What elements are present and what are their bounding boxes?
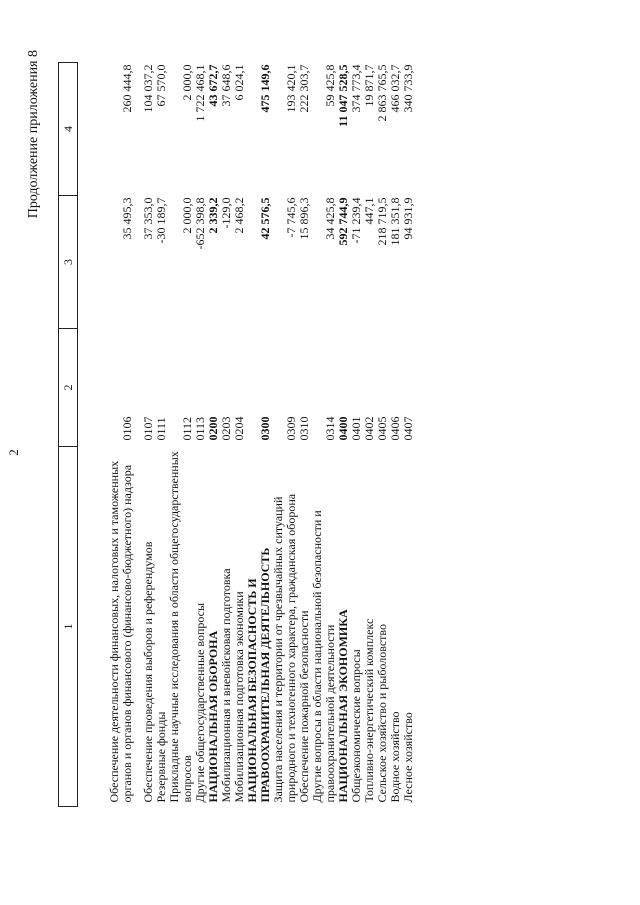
row-change-value: -7 745,6 xyxy=(284,197,298,238)
page-number: 2 xyxy=(6,449,21,456)
row-name: Прикладные научные исследования в области общегосударственных вопросов xyxy=(167,451,194,803)
row-name: Другие общегосударственные вопросы xyxy=(193,602,207,803)
row-total-value: 43 672,7 xyxy=(206,64,220,107)
row-name: Обеспечение пожарной безопасности xyxy=(297,610,311,803)
table-row xyxy=(311,63,337,807)
row-code: 0402 xyxy=(362,416,376,441)
row-name: Защита населения и территории от чрезвычайных ситуаций природного и техногенного характера, гражданская оборона xyxy=(271,493,298,803)
row-code: 0300 xyxy=(258,416,272,441)
row-total-value: 260 444,8 xyxy=(120,64,134,113)
row-code: 0406 xyxy=(388,416,402,441)
row-code: 0314 xyxy=(323,416,337,441)
row-name: Общеэкономические вопросы xyxy=(349,649,363,803)
row-change-value: -30 189,7 xyxy=(154,197,168,244)
header-col-4: 4 xyxy=(59,63,78,196)
row-change-value: 2 000,0 xyxy=(180,197,194,234)
table-row xyxy=(78,63,135,807)
row-name: Другие вопросы в области национальной безопасности и правоохранительной деятельности xyxy=(310,510,337,803)
row-change-value: 447,1 xyxy=(362,197,376,225)
row-total-value: 2 863 765,5 xyxy=(375,64,389,122)
header-col-2: 2 xyxy=(59,329,78,447)
row-name: Мобилизационная и вневойсковая подготовка xyxy=(219,568,233,803)
row-name: Мобилизационная подготовка экономики xyxy=(232,591,246,803)
table-row xyxy=(134,63,155,807)
row-code: 0111 xyxy=(154,417,168,441)
row-total-value: 19 871,7 xyxy=(362,64,376,107)
row-name: Обеспечение деятельности финансовых, налоговых и таможенных органов и органов финансового (финансово-бюджетного) надзора xyxy=(107,460,134,803)
row-change-value: -652 398,8 xyxy=(193,197,207,250)
row-code: 0401 xyxy=(349,416,363,441)
row-total-value: 1 722 468,1 xyxy=(193,64,207,122)
row-change-value: 15 896,3 xyxy=(297,197,311,240)
row-code: 0113 xyxy=(193,416,207,441)
row-change-value: 2 339,2 xyxy=(206,197,220,234)
row-name: НАЦИОНАЛЬНАЯ ОБОРОНА xyxy=(206,630,220,803)
row-change-value: 42 576,5 xyxy=(258,197,272,240)
row-change-value: 592 744,9 xyxy=(336,197,350,246)
budget-table xyxy=(58,62,415,807)
row-code: 0106 xyxy=(120,416,134,441)
row-name: Топливно-энергетический комплекс xyxy=(362,618,376,803)
row-total-value: 37 648,6 xyxy=(219,64,233,107)
header-col-1: 1 xyxy=(59,447,78,807)
row-code: 0112 xyxy=(180,416,194,441)
row-name: Обеспечение проведения выборов и референдумов xyxy=(141,541,155,803)
row-total-value: 104 037,2 xyxy=(141,64,155,113)
row-total-value: 2 000,0 xyxy=(180,64,194,101)
row-code: 0407 xyxy=(401,416,415,441)
table-row xyxy=(168,63,194,807)
row-code: 0203 xyxy=(219,416,233,441)
row-total-value: 374 773,4 xyxy=(349,64,363,113)
row-change-value: 181 351,8 xyxy=(388,197,402,246)
row-code: 0400 xyxy=(336,416,350,441)
row-name: Лесное хозяйство xyxy=(401,712,415,803)
row-change-value: 37 353,0 xyxy=(141,197,155,240)
row-change-value: 34 425,8 xyxy=(323,197,337,240)
row-name: Сельское хозяйство и рыболовство xyxy=(375,623,389,803)
row-total-value: 475 149,6 xyxy=(258,64,272,113)
continuation-label: Продолжение приложения 8 xyxy=(26,50,41,219)
row-change-value: 2 468,2 xyxy=(232,197,246,234)
table-row xyxy=(272,63,298,807)
table-row xyxy=(402,63,415,807)
row-total-value: 193 420,1 xyxy=(284,64,298,113)
row-total-value: 222 303,7 xyxy=(297,64,311,113)
row-total-value: 11 047 528,5 xyxy=(336,64,350,127)
row-total-value: 340 733,9 xyxy=(401,64,415,113)
header-col-3: 3 xyxy=(59,196,78,329)
table-row xyxy=(246,63,272,807)
row-total-value: 67 570,0 xyxy=(154,64,168,107)
row-code: 0107 xyxy=(141,416,155,441)
row-change-value: -129,0 xyxy=(219,197,233,229)
table-body xyxy=(78,63,416,807)
row-change-value: 218 719,5 xyxy=(375,197,389,246)
row-code: 0204 xyxy=(232,416,246,441)
row-code: 0200 xyxy=(206,416,220,441)
row-total-value: 6 024,1 xyxy=(232,64,246,101)
row-total-value: 466 032,7 xyxy=(388,64,402,113)
table-header xyxy=(59,63,78,807)
row-name: НАЦИОНАЛЬНАЯ ЭКОНОМИКА xyxy=(336,609,350,803)
row-change-value: 35 495,3 xyxy=(120,197,134,240)
row-code: 0405 xyxy=(375,416,389,441)
row-change-value: 94 931,9 xyxy=(401,197,415,240)
row-change-value: -71 239,4 xyxy=(349,197,363,244)
row-code: 0310 xyxy=(297,416,311,441)
row-code: 0309 xyxy=(284,416,298,441)
row-total-value: 59 425,8 xyxy=(323,64,337,107)
row-name: Резервные фонды xyxy=(154,711,168,803)
row-name: НАЦИОНАЛЬНАЯ БЕЗОПАСНОСТЬ И ПРАВООХРАНИТЕЛЬНАЯ ДЕЯТЕЛЬНОСТЬ xyxy=(245,547,272,803)
row-name: Водное хозяйство xyxy=(388,711,402,803)
